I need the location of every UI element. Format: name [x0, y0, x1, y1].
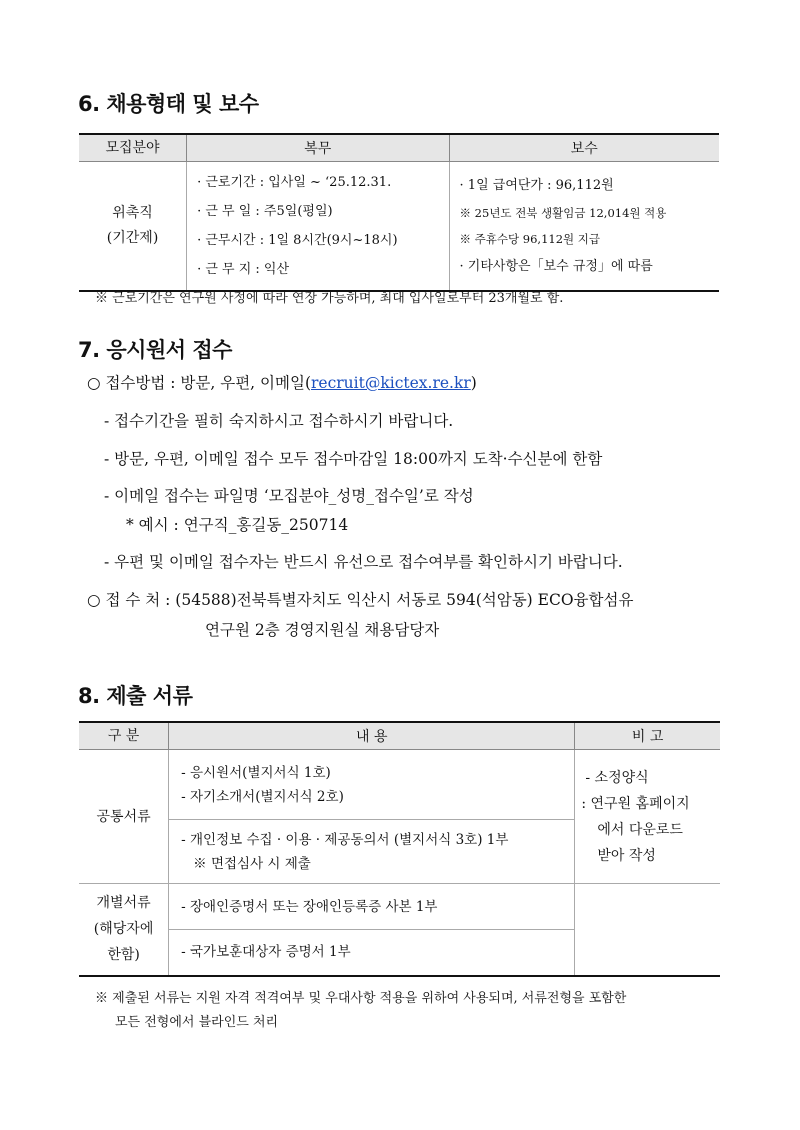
- duty-item: · 근 무 지 : 익산: [197, 262, 290, 277]
- doc-item: - 응시원서(별지서식 1호): [181, 764, 331, 781]
- remark-line: - 소정양식: [585, 769, 649, 786]
- remark-empty-cell: [575, 884, 720, 976]
- duty-item: · 근 무 일 : 주5일(평일): [197, 204, 333, 219]
- pay-note: ※ 25년도 전북 생활임금 12,014원 적용: [459, 206, 667, 220]
- pay-cell: [449, 162, 719, 292]
- header-duty: 복무: [187, 134, 449, 162]
- table-row: [79, 162, 719, 292]
- label-line: 개별서류: [96, 895, 151, 912]
- remark-line: : 연구원 홈페이지: [581, 795, 690, 812]
- list-item: - 접수기간을 필히 숙지하시고 접수하시기 바랍니다.: [104, 412, 454, 430]
- doc-item: - 국가보훈대상자 증명서 1부: [181, 944, 351, 961]
- list-item: - 우편 및 이메일 접수자는 반드시 유선으로 접수여부를 확인하시기 바랍니다.: [104, 553, 623, 571]
- individual-docs-label: [79, 884, 169, 976]
- table-header-row: [79, 134, 719, 162]
- remark-cell: [575, 750, 720, 884]
- common-docs-cell: [169, 750, 575, 820]
- category-line: (기간제): [106, 230, 159, 246]
- doc-item: - 개인정보 수집 · 이용 · 제공동의서 (별지서식 3호) 1부: [181, 831, 509, 848]
- duty-cell: [187, 162, 449, 292]
- method-text: ○ 접수방법 : 방문, 우편, 이메일(: [87, 374, 311, 392]
- header-remark: 비 고: [575, 722, 720, 750]
- header-field: 모집분야: [79, 134, 187, 162]
- table-header-row: [79, 722, 720, 750]
- label-line: (해당자에: [93, 921, 154, 938]
- list-item: - 이메일 접수는 파일명 ‘모집분야_성명_접수일’로 작성: [104, 487, 474, 505]
- section-6-note: ※ 근로기간은 연구원 사정에 따라 연장 가능하며, 최대 입사일로부터 23개월로 함.: [95, 291, 564, 306]
- email-link[interactable]: recruit@kictex.re.kr: [311, 374, 471, 392]
- doc-item: - 자기소개서(별지서식 2호): [181, 788, 344, 805]
- employment-pay-table: [79, 133, 719, 292]
- header-category: 구 분: [79, 722, 169, 750]
- table-row: [79, 884, 720, 930]
- section-8-note-cont: 모든 전형에서 블라인드 처리: [115, 1015, 279, 1030]
- section-6-title: 6. 채용형태 및 보수: [78, 92, 259, 116]
- label-line: 한함): [107, 947, 140, 964]
- submission-address-cont: 연구원 2층 경영지원실 채용담당자: [205, 621, 440, 639]
- table-row: [79, 750, 720, 820]
- common-docs-cell: [169, 820, 575, 884]
- section-8-note: ※ 제출된 서류는 지원 자격 적격여부 및 우대사항 적용을 위하여 사용되며, 서류전형을 포함한: [95, 991, 627, 1006]
- section-7-title: 7. 응시원서 접수: [78, 338, 232, 362]
- pay-note: ※ 주휴수당 96,112원 지급: [459, 232, 600, 246]
- submission-method: [87, 373, 477, 393]
- header-pay: 보수: [449, 134, 719, 162]
- common-docs-label: 공통서류: [79, 750, 169, 884]
- submission-address: ○ 접 수 처 : (54588)전북특별자치도 익산시 서동로 594(석암동) ECO융합섬유: [87, 591, 634, 609]
- doc-note: ※ 면접심사 시 제출: [193, 855, 311, 872]
- duty-item: · 근무시간 : 1일 8시간(9시~18시): [197, 233, 398, 248]
- category-line: 위촉직: [112, 205, 153, 221]
- method-suffix: ): [470, 374, 477, 392]
- individual-docs-cell: [169, 884, 575, 930]
- list-item: - 방문, 우편, 이메일 접수 모두 접수마감일 18:00까지 도착·수신분에 한함: [104, 450, 603, 468]
- section-8-title: 8. 제출 서류: [78, 684, 193, 708]
- filename-example: * 예시 : 연구직_홍길동_250714: [126, 516, 349, 534]
- remark-line: 받아 작성: [597, 847, 656, 864]
- remark-line: 에서 다운로드: [597, 821, 683, 838]
- duty-item: · 근로기간 : 입사일 ~ ‘25.12.31.: [197, 175, 392, 190]
- doc-item: - 장애인증명서 또는 장애인등록증 사본 1부: [181, 898, 438, 915]
- individual-docs-cell: [169, 930, 575, 976]
- header-content: 내 용: [169, 722, 575, 750]
- pay-item: · 기타사항은「보수 규정」에 따름: [459, 259, 653, 274]
- category-cell: [79, 162, 187, 292]
- documents-table: [79, 721, 720, 977]
- pay-item: · 1일 급여단가 : 96,112원: [459, 178, 614, 193]
